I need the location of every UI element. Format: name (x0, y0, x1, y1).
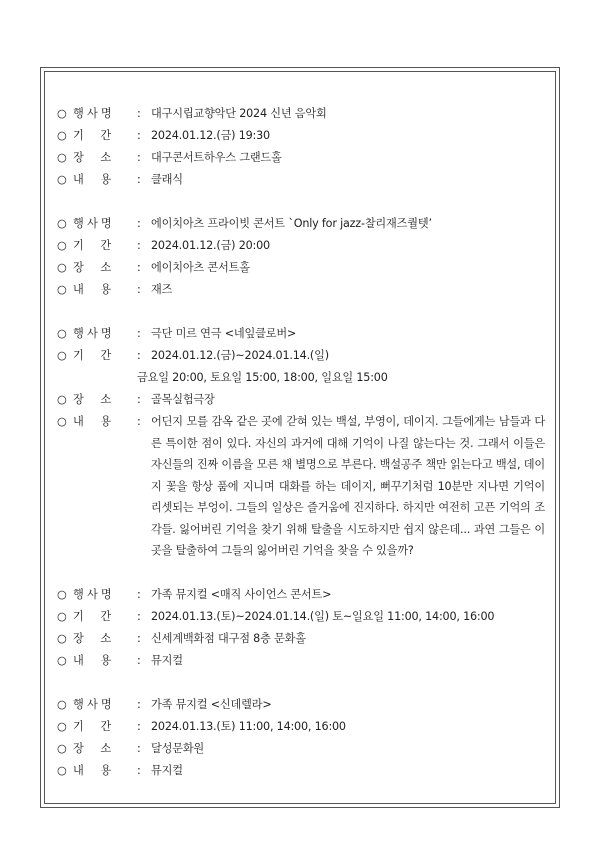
bullet-icon: ○ (57, 239, 67, 252)
bullet-icon: ○ (57, 719, 67, 733)
label-content: 내 용 (73, 653, 111, 667)
colon: : (137, 763, 141, 777)
event-content: 뮤지컬 (151, 653, 183, 667)
event-content-row (57, 169, 545, 191)
bullet-icon: ○ (57, 261, 67, 274)
bullet-icon: ○ (57, 107, 67, 120)
event-period: 2024.01.13.(토) 11:00, 14:00, 16:00 (151, 719, 346, 733)
label-place: 장 소 (73, 631, 111, 645)
label-period: 기 간 (73, 129, 111, 142)
colon: : (137, 393, 141, 406)
label-content: 내 용 (73, 283, 111, 296)
label-name: 행 사 명 (73, 697, 112, 711)
event-place-row (57, 257, 545, 279)
colon: : (137, 283, 141, 296)
colon: : (137, 349, 141, 362)
event-place: 에이치아츠 콘서트홀 (151, 261, 250, 274)
label-name: 행 사 명 (73, 217, 112, 230)
event-name-row (57, 213, 545, 235)
event-place-row (57, 389, 545, 411)
colon: : (137, 217, 141, 230)
event-period: 2024.01.12.(금) 20:00 (151, 239, 270, 252)
colon: : (137, 587, 141, 601)
bullet-icon: ○ (57, 393, 67, 406)
label-name: 행 사 명 (73, 587, 112, 601)
event-period: 2024.01.12.(금) 19:30 (151, 129, 270, 142)
colon: : (137, 173, 141, 186)
colon: : (137, 719, 141, 733)
label-name: 행 사 명 (73, 107, 112, 120)
event-place: 대구콘서트하우스 그랜드홀 (151, 151, 282, 164)
label-period: 기 간 (73, 239, 111, 252)
event-1 (57, 103, 545, 191)
colon: : (137, 261, 141, 274)
label-content: 내 용 (73, 763, 111, 777)
label-content: 내 용 (73, 173, 111, 186)
bullet-icon: ○ (57, 631, 67, 645)
event-period: 2024.01.12.(금)~2024.01.14.(일) (151, 349, 329, 362)
bullet-icon: ○ (57, 349, 67, 362)
event-content: 뮤지컬 (151, 763, 183, 777)
bullet-icon: ○ (57, 653, 67, 667)
bullet-icon: ○ (57, 217, 67, 230)
event-place: 달성문화원 (151, 741, 205, 755)
event-content-row (57, 279, 545, 301)
event-period-row (57, 716, 545, 738)
event-period-row (57, 606, 545, 628)
event-content-row (57, 760, 545, 782)
event-name-row (57, 694, 545, 716)
event-period-row (57, 345, 545, 367)
event-3 (57, 323, 545, 562)
event-name: 극단 미르 연극 <네잎클로버> (151, 327, 297, 340)
event-content: 클래식 (151, 173, 183, 186)
colon: : (137, 107, 141, 120)
colon: : (137, 609, 141, 623)
event-name: 가족 뮤지컬 <매직 사이언스 콘서트> (151, 587, 332, 601)
colon: : (137, 653, 141, 667)
label-name: 행 사 명 (73, 327, 112, 340)
label-place: 장 소 (73, 261, 111, 274)
event-place-row (57, 738, 545, 760)
bullet-icon: ○ (57, 283, 67, 296)
event-place-row (57, 628, 545, 650)
bullet-icon: ○ (57, 151, 67, 164)
event-name-row (57, 103, 545, 125)
event-period: 2024.01.13.(토)~2024.01.14.(일) 토~일요일 11:00, 14:00, 16:00 (151, 609, 495, 623)
bullet-icon: ○ (57, 697, 67, 711)
event-name: 가족 뮤지컬 <신데렐라> (151, 697, 272, 711)
label-period: 기 간 (73, 719, 111, 733)
bullet-icon: ○ (57, 327, 67, 340)
event-place-row (57, 147, 545, 169)
event-period-row (57, 235, 545, 257)
label-place: 장 소 (73, 393, 111, 406)
bullet-icon: ○ (57, 415, 67, 428)
label-period: 기 간 (73, 609, 111, 623)
bullet-icon: ○ (57, 587, 67, 601)
event-name-row (57, 323, 545, 345)
colon: : (137, 129, 141, 142)
event-content: 재즈 (151, 283, 173, 296)
colon: : (137, 415, 141, 428)
colon: : (137, 631, 141, 645)
event-4 (57, 584, 545, 672)
event-place: 골목실험극장 (151, 393, 215, 406)
label-place: 장 소 (73, 741, 111, 755)
label-place: 장 소 (73, 151, 111, 164)
colon: : (137, 239, 141, 252)
event-name-row (57, 584, 545, 606)
colon: : (137, 327, 141, 340)
event-name: 에이치아츠 프라이빗 콘서트 `Only for jazz-찰리재즈퀄텟’ (151, 217, 432, 230)
event-period-detail: 금요일 20:00, 토요일 15:00, 18:00, 일요일 15:00 (137, 371, 388, 384)
bullet-icon: ○ (57, 741, 67, 755)
bullet-icon: ○ (57, 129, 67, 142)
colon: : (137, 741, 141, 755)
event-5 (57, 694, 545, 782)
event-period-row (57, 125, 545, 147)
event-2 (57, 213, 545, 301)
bullet-icon: ○ (57, 763, 67, 777)
colon: : (137, 697, 141, 711)
label-content: 내 용 (73, 415, 111, 428)
event-content-row (57, 411, 545, 562)
event-list (57, 103, 545, 804)
bullet-icon: ○ (57, 609, 67, 623)
event-name: 대구시립교향악단 2024 신년 음악회 (151, 107, 327, 120)
colon: : (137, 151, 141, 164)
event-place: 신세계백화점 대구점 8층 문화홀 (151, 631, 306, 645)
bullet-icon: ○ (57, 173, 67, 186)
event-description: 어딘지 모를 감옥 같은 곳에 갇혀 있는 백설, 부영이, 데이지. 그들에게는 남들과 다른 특이한 점이 있다. 자신의 과거에 대해 기억이 나질 않는다는 것. 그래서 이들은 자신들의 진짜 이름을 모른 채 별명으로 부른다. 백설공주 책만 읽는다고 백설, 데이지 꽃을 항상 품에 지니며 대화를 하는 데이지, 뻐꾸기처럼 10분만 지나면 기억이 리셋되는 부엉이. 그들의 일상은 즐거움에 진지하다. 하지만 여전히 고픈 기억의 조각들. 잃어버린 기억을 찾기 위해 탈출을 시도하지만 쉽지 않은데... 과연 그들은 이곳을 탈출하여 그들의 잃어버린 기억을 찾을 수 있을까? (151, 415, 545, 557)
event-content-row (57, 650, 545, 672)
label-period: 기 간 (73, 349, 111, 362)
